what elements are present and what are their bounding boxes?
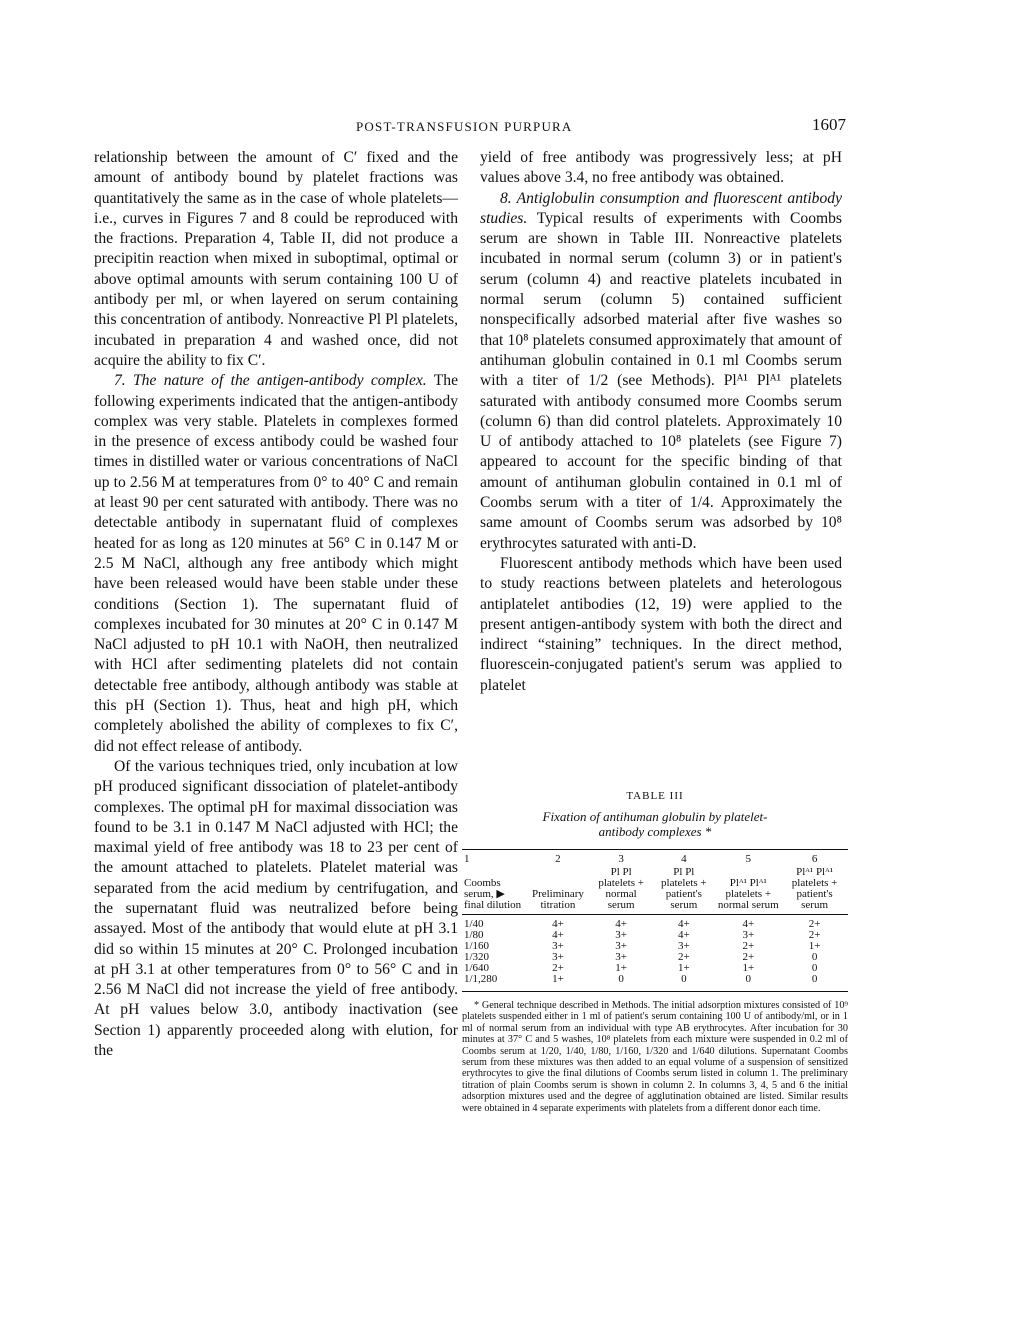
col-header: Pl Pl platelets + patient's serum (652, 866, 715, 915)
table-cell: 1/640 (464, 962, 490, 974)
col-header: Plᴬ¹ Plᴬ¹ platelets + normal serum (715, 866, 781, 915)
col-number: 4 (681, 853, 687, 865)
table-label: TABLE III (626, 790, 684, 802)
table-cell: 2+ (742, 940, 755, 952)
table-cell: 3+ (552, 951, 564, 963)
table-cell: 2+ (808, 929, 821, 941)
table-cell: 1+ (526, 974, 590, 992)
data-table (462, 849, 848, 992)
table-cell: 4+ (552, 918, 564, 930)
table-cell: 3+ (615, 929, 627, 941)
table-cell: 0 (811, 951, 818, 963)
col-header: Pl Pl platelets + normal serum (590, 866, 652, 915)
elution-paragraph: Of the various techniques tried, only incubation at low pH produced significant dissociation of platelet-antibody complexes. The optimal pH for maximal dissociation was found to be 3.1 in 0.147 M NaCl adjusted with HCl; the maximal yield of free antibody was 18 to 23 per cent of the amount attached to platelets. Platelet material was separated from the acid medium by centrifugation, and the supernatant fluid was neutralized before being assayed. Most of the antibody that would elute at pH 3.1 did so within 15 minutes at 20° C. Prolonged incubation at pH 3.1 at other temperatures from 0° to 56° C and in 2.56 M NaCl did not increase the yield of free antibody. At pH values below 3.0, antibody inactivation (see Section 1) apparently proceeded along with elution, for the (94, 757, 458, 1060)
table-cell: 2+ (552, 962, 564, 974)
table-row (462, 930, 848, 941)
table-cell: 1/80 (464, 929, 484, 941)
table-cell: 1/1,280 (462, 974, 526, 992)
col-number: 5 (745, 853, 752, 865)
table-row (462, 915, 848, 931)
table-cell: 0 (590, 974, 652, 992)
table-row (462, 963, 848, 974)
col-header: Plᴬ¹ Plᴬ¹ platelets + patient's serum (781, 866, 848, 915)
table-footnote: * General technique described in Methods. The initial adsorption mixtures consisted of 10⁹ platelets suspended either in 1 ml of patient's serum containing 100 U of antibody/ml, or in 1 ml of normal serum from an individual with type AB erythrocytes. After incubation for 30 minutes at 37° C and 5 washes, 10⁸ platelets from each mixture were suspended in 0.2 ml of Coombs serum at 1/20, 1/40, 1/80, 1/160, 1/320 and 1/640 dilutions. Supernatant Coombs serum from these mixtures was then added to an equal volume of a suspension of sensitized erythrocytes to give the final dilutions of Coombs serum listed in column 1. The preliminary titration of plain Coombs serum is shown in column 2. In columns 3, 4, 5 and 6 the initial adsorption mixtures used and the degree of agglutination obtained are listed. Similar results were obtained in 4 separate experiments with platelets from a different donor each time. (462, 1000, 848, 1114)
table-cell: 3+ (677, 940, 690, 952)
fluorescent-paragraph: Fluorescent antibody methods which have been used to study reactions between platelets and heterologous antiplatelet antibodies (12, 19) were applied to the present antigen-antibody system with both the direct and indirect “staining” techniques. In the direct method, fluorescein-conjugated patient's serum was applied to platelet (480, 554, 842, 694)
section-8-text: Typical results of experiments with Coombs serum are shown in Table III. Nonreactive platelets incubated in normal serum (column 3) or in patient's serum (column 4) and reactive platelets incubated in normal serum (column 5) contained sufficient nonspecifically adsorbed material after five washes so that 10⁸ platelets consumed approximately that amount of antihuman globulin contained in 0.1 ml Coombs serum with a titer of 1/2 (see Methods). Plᴬ¹ Plᴬ¹ platelets saturated with antibody consumed more Coombs serum (column 6) than did control platelets. Approximately 10 U of antibody attached to 10⁸ platelets (see Figure 7) appeared to account for the specific binding of that amount of antihuman globulin contained in 0.1 ml of Coombs serum with a titer of 1/4. Approximately the same amount of Coombs serum was adsorbed by 10⁸ erythrocytes saturated with anti-D. (480, 209, 843, 552)
table-cell: 4+ (677, 918, 690, 930)
section-7-heading: 7. The nature of the antigen-antibody complex. (114, 372, 427, 390)
col-number: 6 (811, 853, 818, 865)
table-cell: 0 (781, 974, 848, 992)
table-cell: 1+ (615, 962, 627, 974)
table-cell: 4+ (552, 929, 564, 941)
col-header: Coombs serum, ▶ final dilution (462, 866, 526, 915)
page-header (0, 115, 1020, 141)
section-8-heading: 8. Antiglobulin consumption and fluorescent antibody studies. (480, 189, 842, 227)
section-8-paragraph (480, 189, 842, 554)
col-header: Preliminary titration (526, 866, 590, 915)
table-cell: 3+ (742, 929, 755, 941)
col-number: 1 (464, 853, 470, 865)
table-cell: 4+ (677, 929, 690, 941)
table-row (462, 974, 848, 992)
paragraph-continuation: relationship between the amount of C′ fixed and the amount of antibody bound by platelet fractions was quantitatively the same as in the case of whole platelets—i.e., curves in Figures 7 and 8 could be reproduced with the fractions. Preparation 4, Table II, did not produce a precipitin reaction when mixed in suboptimal, optimal or above optimal amounts with serum containing 100 U of antibody per ml, or when layered on serum containing this concentration of antibody. Nonreactive Pl Pl platelets, incubated in preparation 4 and washed once, did not acquire the ability to fix C′. (94, 149, 458, 369)
table-cell: 3+ (615, 951, 627, 963)
col-number: 3 (618, 853, 624, 865)
table-cell: 1+ (677, 962, 690, 974)
table-cell: 1/40 (464, 918, 484, 930)
table-cell: 2+ (808, 918, 821, 930)
table-row (462, 952, 848, 963)
table-cell: 3+ (552, 940, 564, 952)
table-cell: 4+ (615, 918, 627, 930)
table-cell: 4+ (742, 918, 755, 930)
table-cell: 1+ (808, 940, 821, 952)
section-7-text: The following experiments indicated that the antigen-antibody complex was very stable. Platelets in complexes formed in the presence of excess antibody could be washed four times in distilled water or various concentrations of NaCl up to 2.56 M at temperatures from 0° to 40° C and remain at least 90 per cent saturated with antibody. There was no detectable antibody in supernatant fluid of complexes heated for as long as 120 minutes at 56° C in 0.147 M or 2.5 M NaCl, although any free antibody which might have been released would have been stable under these conditions (Section 1). The supernatant fluid of complexes incubated for 30 minutes at 20° C in 0.147 M NaCl adjusted to pH 10.1 with NaOH, then neutralized with HCl after sedimenting platelets did not contain detectable free antibody, although antibody was stable at this pH (Section 1). Thus, heat and high pH, which completely abolished the ability of complexes to fix C′, did not effect release of antibody. (94, 372, 458, 755)
left-column (94, 148, 458, 1061)
running-title: POST-TRANSFUSION PURPURA (356, 119, 573, 134)
table-cell: 2+ (677, 951, 690, 963)
table-iii (462, 790, 848, 1114)
section-7-paragraph (94, 371, 458, 757)
col-number: 2 (555, 853, 561, 865)
table-cell: 1+ (742, 962, 755, 974)
table-cell: 2+ (742, 951, 755, 963)
table-cell: 0 (715, 974, 781, 992)
table-caption: Fixation of antihuman globulin by platelet-antibody complexes * (542, 809, 768, 839)
table-cell: 1/320 (464, 951, 490, 963)
table-row (462, 941, 848, 952)
table-cell: 0 (652, 974, 715, 992)
table-cell: 3+ (615, 940, 627, 952)
table-cell: 0 (811, 962, 818, 974)
page-number: 1607 (812, 115, 846, 134)
table-cell: 1/160 (464, 940, 490, 952)
right-column (480, 148, 842, 696)
paragraph-continuation-right: yield of free antibody was progressively less; at pH values above 3.4, no free antibody was obtained. (480, 149, 842, 187)
